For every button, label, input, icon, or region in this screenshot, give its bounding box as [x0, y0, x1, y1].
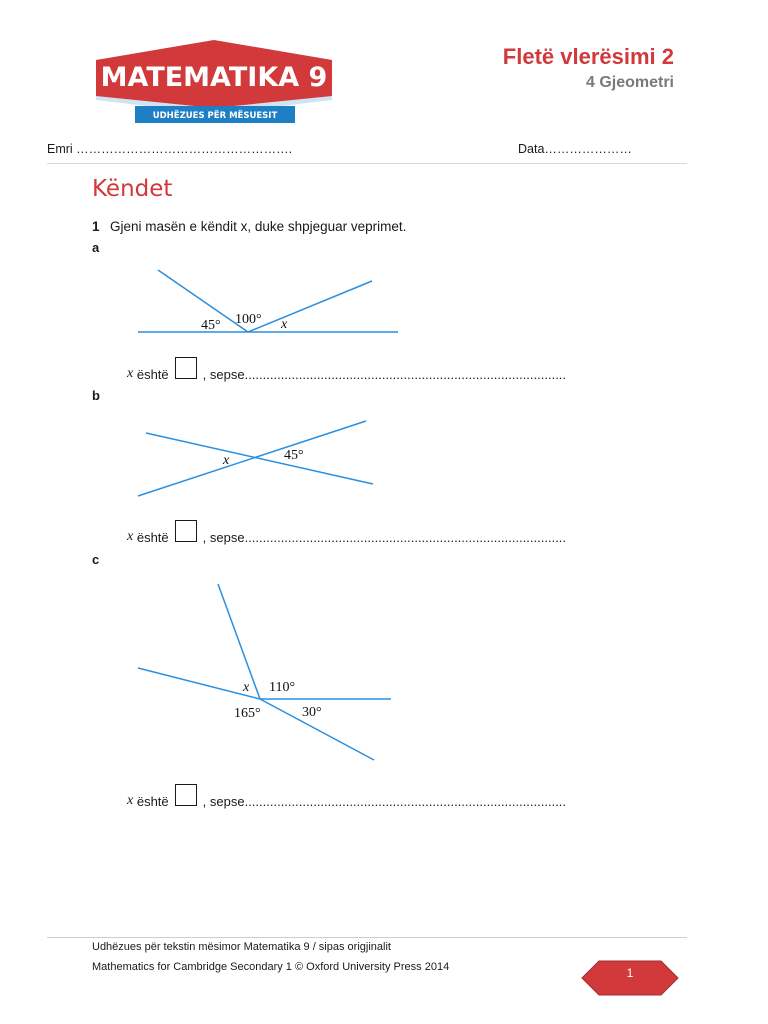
logo-title: MATEMATIKA 9 — [100, 62, 328, 93]
answer-a-because: , sepse — [202, 367, 245, 382]
footer-credit-line-1: Udhëzues për tekstin mësimor Matematika 9 / sipas origjinalit — [92, 941, 391, 953]
part-b-letter: b — [92, 388, 100, 403]
figure-b-label-x: x — [223, 453, 230, 468]
figure-c-angles — [136, 582, 394, 764]
answer-b-because: , sepse — [202, 530, 245, 545]
answer-b-var: x — [127, 529, 134, 544]
figure-c-upper-ray — [218, 584, 260, 699]
figure-c-label-110: 110° — [269, 680, 296, 695]
answer-a-dots[interactable]: ......................................................................................... — [244, 367, 567, 382]
figure-b-line-1 — [146, 433, 373, 484]
answer-line-a — [127, 360, 566, 382]
section-title: Këndet — [92, 176, 173, 202]
part-a-letter: a — [92, 240, 100, 255]
answer-a-box[interactable] — [175, 357, 197, 379]
answer-line-b — [127, 523, 566, 545]
header-divider — [47, 163, 687, 164]
figure-a-label-45: 45° — [201, 318, 221, 333]
question-number: 1 — [92, 219, 100, 234]
answer-c-var: x — [127, 793, 134, 808]
answer-c-dots[interactable]: ......................................................................................... — [244, 794, 567, 809]
chapter-subtitle: 4 Gjeometri — [585, 74, 674, 91]
matematika-9-logo — [92, 38, 336, 126]
answer-a-var: x — [127, 366, 134, 381]
figure-b-line-2 — [138, 421, 366, 496]
figure-a-label-x: x — [281, 317, 288, 332]
footer-credit-line-2: Mathematics for Cambridge Secondary 1 © Oxford University Press 2014 — [92, 961, 450, 973]
figure-c-label-165: 165° — [234, 706, 261, 721]
figure-b-label-45: 45° — [284, 448, 304, 463]
figure-b-angles — [136, 416, 376, 500]
logo-subtitle: UDHËZUES PËR MËSUESIT — [152, 111, 278, 121]
figure-a-label-100: 100° — [235, 312, 262, 327]
answer-b-box[interactable] — [175, 520, 197, 542]
answer-c-box[interactable] — [175, 784, 197, 806]
answer-c-because: , sepse — [202, 794, 245, 809]
part-c-letter: c — [92, 552, 100, 567]
answer-c-is: është — [136, 794, 169, 809]
footer-divider — [47, 937, 687, 938]
answer-a-is: është — [136, 367, 169, 382]
figure-c-left-line — [138, 668, 260, 699]
answer-b-is: është — [136, 530, 169, 545]
date-field: Data………………… — [518, 142, 632, 156]
figure-c-label-x: x — [243, 680, 250, 695]
question-text: Gjeni masën e këndit x, duke shpjeguar veprimet. — [110, 219, 407, 234]
figure-c-label-30: 30° — [302, 705, 322, 720]
page-number: 1 — [626, 966, 634, 980]
figure-a-angles — [136, 266, 400, 338]
answer-b-dots[interactable]: ......................................................................................... — [244, 530, 567, 545]
answer-line-c — [127, 787, 566, 809]
figure-a-right-ray — [248, 281, 372, 332]
assessment-sheet-title: Fletë vlerësimi 2 — [502, 44, 674, 69]
name-field: Emri ……………………………………………. — [47, 142, 293, 156]
page-number-badge — [581, 958, 679, 998]
